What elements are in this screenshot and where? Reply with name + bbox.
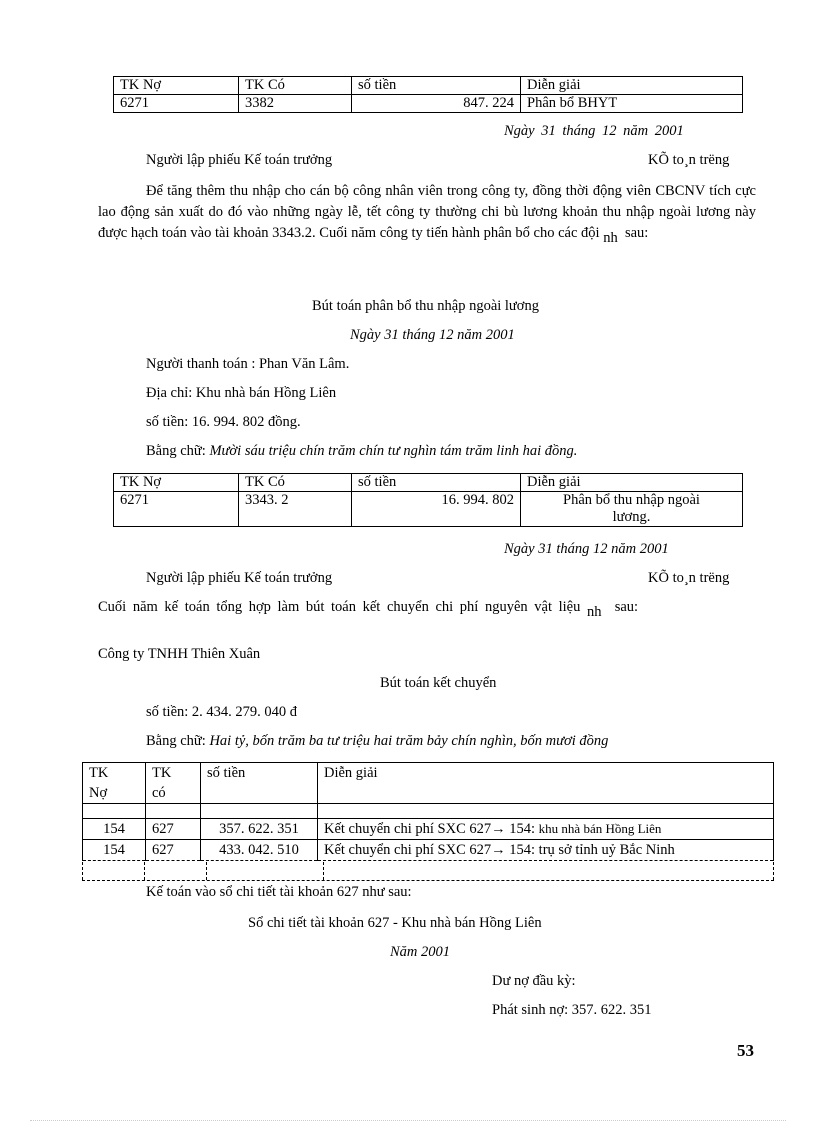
cell-dien-giai-text: Kết chuyển chi phí SXC 627→ 154: [324, 821, 536, 837]
signature-left-1: Người lập phiếu Kế toán trưởng [146, 152, 333, 168]
signature-right-1: KÕ to¸n trëng [648, 152, 730, 168]
table-dash-tail [773, 862, 774, 880]
header-tk-no [83, 763, 146, 804]
signature-right-2: KÕ to¸n trëng [648, 570, 730, 586]
header-so-tien: số tiền [352, 77, 521, 95]
cell-dien-giai [318, 819, 774, 840]
cell-dien-giai: Kết chuyển chi phí SXC 627→ 154: trụ sở tỉnh uỷ Bắc Ninh [318, 840, 774, 861]
section2-amount: số tiền: 16. 994. 802 đồng. [146, 414, 301, 430]
header-tk-co: TK Có [239, 77, 352, 95]
spacer-cell [318, 804, 774, 819]
header-dien-giai: Diễn giải [521, 77, 743, 95]
spacer-cell [201, 804, 318, 819]
paragraph-transfer [98, 599, 639, 620]
cell-tk-no: 6271 [114, 492, 239, 527]
cell-so-tien: 357. 622. 351 [201, 819, 318, 840]
signature-left-2: Người lập phiếu Kế toán trưởng [146, 570, 333, 586]
paragraph-transfer-text: Cuối năm kế toán tổng hợp làm bút toán kết chuyển chi phí nguyên vật liệu [98, 599, 581, 615]
header-tk-no-line1: TK [89, 765, 109, 781]
cell-dien-giai-line2: lương. [612, 509, 651, 525]
table-income [113, 473, 743, 527]
header-tk-no: TK Nợ [114, 77, 239, 95]
header-dien-giai: Diễn giải [521, 474, 743, 492]
section3-words [146, 733, 608, 750]
ledger-year: Năm 2001 [390, 944, 451, 960]
spacer-cell [146, 804, 201, 819]
ledger-debit: Phát sinh nợ: 357. 622. 351 [492, 1002, 652, 1018]
company-name: Công ty TNHH Thiên Xuân [98, 646, 261, 662]
table-transfer [82, 762, 774, 861]
header-tk-co-line1: TK [152, 765, 172, 781]
cell-tk-no: 6271 [114, 95, 239, 113]
ledger-opening: Dư nợ đầu kỳ: [492, 973, 576, 989]
paragraph-transfer-tail: nh [586, 604, 602, 620]
cell-so-tien: 16. 994. 802 [352, 492, 521, 527]
header-tk-co [146, 763, 201, 804]
section2-words [146, 443, 577, 460]
cell-so-tien: 847. 224 [352, 95, 521, 113]
table-header-row [114, 474, 743, 492]
section3-title: Bút toán kết chuyển [380, 675, 497, 691]
section2-date: Ngày 31 tháng 12 năm 2001 [350, 327, 515, 343]
section2-address: Địa chỉ: Khu nhà bán Hồng Liên [146, 385, 337, 401]
table-bhyt [113, 76, 743, 113]
date-line-1: Ngày 31 tháng 12 năm 2001 [504, 123, 684, 139]
table-row [83, 819, 774, 840]
cell-tk-no: 154 [83, 840, 146, 861]
header-tk-no-line2: Nợ [89, 785, 108, 801]
section3-words-label: Bằng chữ: [146, 733, 206, 749]
cell-dien-giai [521, 492, 743, 527]
paragraph-income [98, 181, 756, 244]
paragraph-income-end: sau: [624, 225, 649, 241]
table-dash-tail [144, 862, 145, 880]
table-header-row [83, 763, 774, 804]
section2-payer: Người thanh toán : Phan Văn Lâm. [146, 356, 350, 372]
header-tk-no: TK Nợ [114, 474, 239, 492]
header-so-tien: số tiền [201, 763, 318, 804]
paragraph-income-text: Để tăng thêm thu nhập cho cán bộ công nhân viên trong công ty, đồng thời động viên CBCNV tích cực lao động sản xuất do đó vào những ngày lễ, tết công ty thường chi bù lương khoản thu nhập ngoài lương này được hạch toán vào tài khoản 3343.2. Cuối năm công ty tiến hành phân bổ cho các đội [98, 183, 756, 241]
table-dash-tail [323, 862, 324, 880]
section3-words-value: Hai tỷ, bốn trăm ba tư triệu hai trăm bảy chín nghìn, bốn mươi đồng [209, 733, 609, 749]
table-dash-tail [82, 862, 83, 880]
cell-tk-co: 627 [146, 819, 201, 840]
date-line-2: Ngày 31 tháng 12 năm 2001 [504, 541, 669, 557]
cell-tk-co: 3343. 2 [239, 492, 352, 527]
table-spacer-row [83, 804, 774, 819]
section2-title: Bút toán phân bổ thu nhập ngoài lương [312, 298, 539, 314]
cell-dien-giai: Phân bổ BHYT [521, 95, 743, 113]
table-header-row [114, 77, 743, 95]
header-tk-co: TK Có [239, 474, 352, 492]
cell-tk-no: 154 [83, 819, 146, 840]
spacer-cell [83, 804, 146, 819]
cell-tk-co: 3382 [239, 95, 352, 113]
paragraph-transfer-end: sau: [614, 599, 639, 615]
cell-so-tien: 433. 042. 510 [201, 840, 318, 861]
section3-amount: số tiền: 2. 434. 279. 040 đ [146, 704, 298, 720]
ledger-intro: Kế toán vào sổ chi tiết tài khoản 627 như sau: [146, 884, 412, 900]
cell-dien-giai-detail: khu nhà bán Hồng Liên [538, 821, 662, 836]
table-row [114, 95, 743, 113]
table-row [114, 492, 743, 527]
table-dash-tail [206, 862, 207, 880]
paragraph-income-tail: nh [603, 230, 618, 246]
page-number: 53 [737, 1041, 754, 1060]
header-tk-co-line2: có [152, 785, 166, 801]
header-so-tien: số tiền [352, 474, 521, 492]
cell-dien-giai-line1: Phân bổ thu nhập ngoài [563, 492, 700, 508]
header-dien-giai: Diễn giải [318, 763, 774, 804]
ledger-title: Sổ chi tiết tài khoản 627 - Khu nhà bán Hồng Liên [248, 915, 542, 931]
table-dash-bottom [82, 880, 774, 881]
section2-words-value: Mười sáu triệu chín trăm chín tư nghìn tám trăm linh hai đồng. [209, 443, 578, 459]
table-row [83, 840, 774, 861]
section2-words-label: Bằng chữ: [146, 443, 206, 459]
cell-tk-co: 627 [146, 840, 201, 861]
page-bottom-rule [30, 1120, 786, 1121]
